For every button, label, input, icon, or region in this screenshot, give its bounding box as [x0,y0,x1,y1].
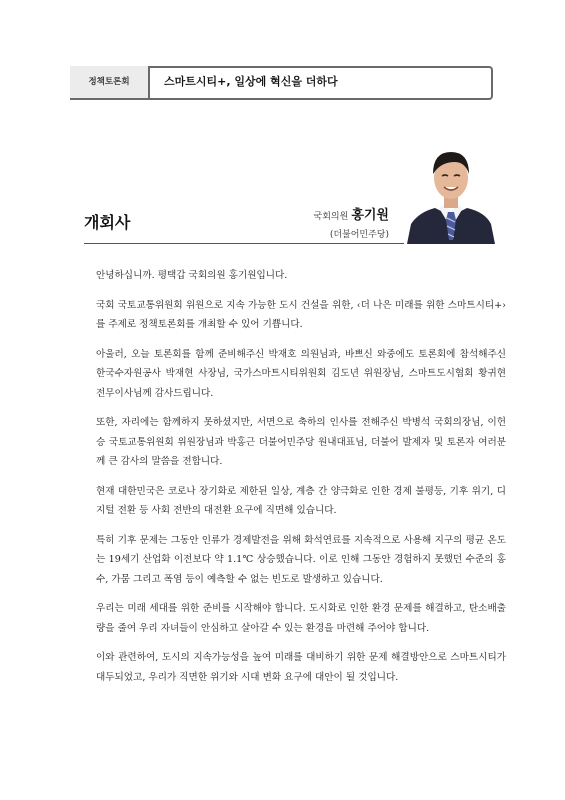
paragraph: 우리는 미래 세대를 위한 준비를 시작해야 합니다. 도시화로 인한 환경 문제를 해결하고, 탄소배출량을 줄여 우리 자녀들이 안심하고 살아갈 수 있는 환경을 마련해 주어야 합니다. [96,603,506,634]
speaker-photo [405,132,497,244]
portrait-illustration [405,132,497,244]
paragraph: 국회 국토교통위원회 위원으로 지속 가능한 도시 건설을 위한, ‹더 나은 미래를 위한 스마트시티+› 를 주제로 정책토론회를 개최할 수 있어 기쁩니다. [96,299,506,330]
paragraph: 또한, 자리에는 함께하지 못하셨지만, 서면으로 축하의 인사를 전해주신 박병석 국회의장님, 이헌승 국토교통위원회 위원장님과 박홍근 더불어민주당 원내대표님, 더불어 발제자 및 토론자 여러분께 큰 감사의 말씀을 전합니다. [96,417,506,467]
section-divider [84,243,404,244]
paragraph: 안녕하십니까. 평택갑 국회의원 홍기원입니다. [96,270,288,281]
speaker-name: 홍기원 [351,208,389,223]
header-title: 스마트시티+, 일상에 혁신을 더하다 [164,75,338,88]
speaker-info [314,204,389,240]
paragraph: 이와 관련하여, 도시의 지속가능성을 높여 미래를 대비하기 위한 문제 해결방안으로 스마트시티가 대두되었고, 우리가 직면한 위기와 시대 변화 요구에 대안이 될 것입니다. [96,652,506,683]
header-bar [70,66,495,100]
speaker-role: 국회의원 [313,212,349,222]
paragraph: 특히 기후 문제는 그동안 인류가 경제발전을 위해 화석연료를 지속적으로 사용해 지구의 평균 온도는 19세기 산업화 이전보다 약 1.1℃ 상승했습니다. 이로 인해 그동안 경험하지 못했던 수준의 홍수, 가뭄 그리고 폭염 등이 예측할 수 없는 빈도로 발생하고 있습니다. [96,534,506,585]
header-tag: 정책토론회 [70,66,150,98]
speech-body [96,266,506,697]
paragraph: 아울러, 오늘 토론회를 함께 준비해주신 박재호 의원님과, 바쁘신 와중에도 토론회에 참석해주신 한국수자원공사 박재현 사장님, 국가스마트시티위원회 김도년 위원장님, 스마트도시협회 황귀현 전무이사님께 감사드립니다. [96,348,506,399]
speaker-party: (더불어민주당) [329,230,389,240]
section-title: 개회사 [84,213,131,232]
paragraph: 현재 대한민국은 코로나 장기화로 제한된 일상, 계층 간 양극화로 인한 경제 불평등, 기후 위기, 디지털 전환 등 사회 전반의 대전환 요구에 직면해 있습니다. [96,485,506,516]
